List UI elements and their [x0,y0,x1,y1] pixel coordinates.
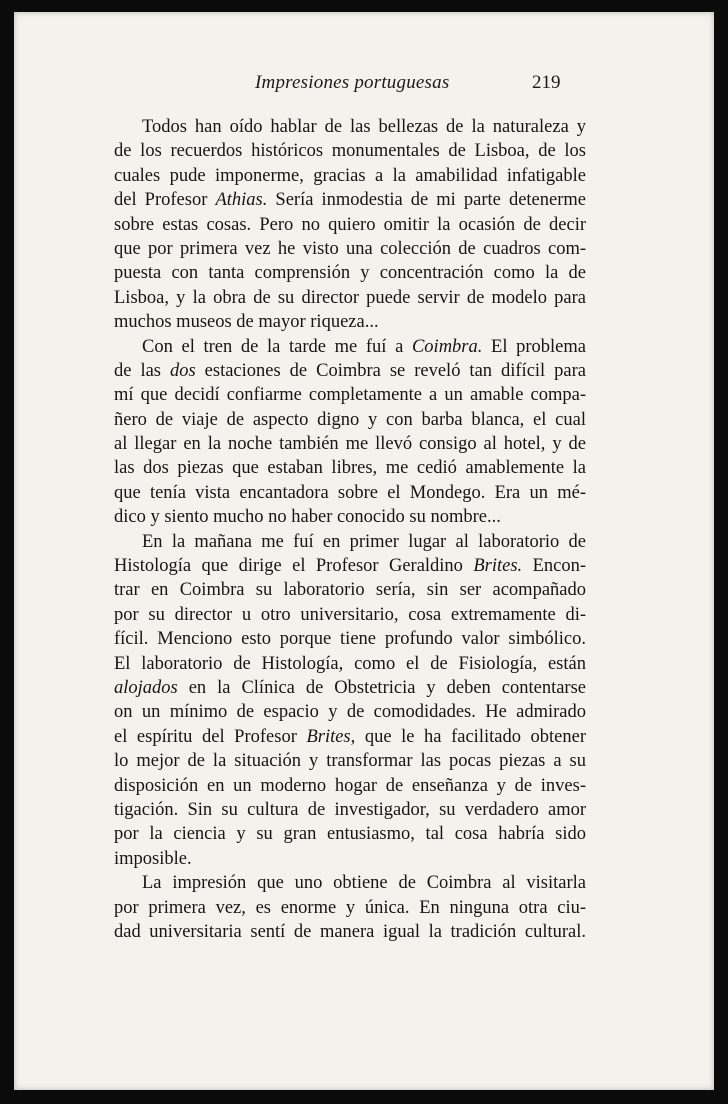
text-run: estaciones de Coimbra se reveló tan difícil para [195,360,586,381]
text-line [114,774,586,798]
text-run: puesta con tanta comprensión y concentración como la de [114,263,586,284]
italic-text-run: alojados [114,677,178,698]
text-run: El problema [482,336,586,357]
text-run: Sería inmodestia de mi parte detenerme [267,190,586,211]
text-line [114,749,586,773]
text-run: por la ciencia y su gran entusiasmo, tal cosa habría sido [114,824,586,845]
text-run: muchos museos de mayor riqueza... [114,312,379,333]
text-run: dico y siento mucho no haber conocido su nombre... [114,507,501,528]
text-line [114,847,586,871]
text-run: al llegar en la noche también me llevó consigo al hotel, y de [114,434,586,455]
text-line [114,408,586,432]
paragraph [114,115,586,335]
text-run: dad universitaria sentí de manera igual la tradición cultural. [114,921,586,942]
text-line [114,554,586,578]
text-run: tigación. Sin su cultura de investigador, su verdadero amor [114,799,586,820]
italic-text-run: Brites, [306,726,356,747]
text-line [114,237,586,261]
text-line [114,920,586,944]
text-line [114,725,586,749]
text-run: sobre estas cosas. Pero no quiero omitir la ocasión de decir [114,214,586,235]
text-run: on un mínimo de espacio y de comodidades. He admirado [114,702,586,723]
text-line [114,505,586,529]
text-run: En la mañana me fuí en primer lugar al laboratorio de [142,531,586,552]
text-run: El laboratorio de Histología, como el de Fisiología, están [114,653,586,674]
text-line [114,164,586,188]
text-line [114,871,586,895]
text-run: que tenía vista encantadora sobre el Mondego. Era un mé- [114,482,586,503]
body-text [114,115,586,944]
text-line [114,652,586,676]
text-run: mí que decidí confiarme completamente a un amable compa- [114,385,586,406]
text-run: lo mejor de la situación y transformar las pocas piezas a su [114,751,586,772]
text-line [114,822,586,846]
text-run: disposición en un moderno hogar de enseñanza y de inves- [114,775,586,796]
page-header [14,72,714,102]
text-run: Todos han oído hablar de las bellezas de la naturaleza y [142,117,586,137]
text-line [114,603,586,627]
text-line [114,115,586,139]
text-run: de las [114,360,170,381]
text-line [114,578,586,602]
text-run: ñero de viaje de aspecto digno y con barba blanca, el cual [114,409,586,430]
text-line [114,481,586,505]
text-run: cuales pude imponerme, gracias a la amabilidad infatigable [114,165,586,186]
italic-text-run: Brites. [473,556,523,577]
text-run: imposible. [114,848,192,869]
paragraph [114,335,586,530]
running-title: Impresiones portuguesas [255,72,450,93]
text-run: por su director u otro universitario, cosa extremamente di- [114,604,586,625]
text-line [114,676,586,700]
paragraph [114,530,586,871]
text-line [114,213,586,237]
text-line [114,432,586,456]
text-run: de los recuerdos históricos monumentales de Lisboa, de los [114,141,586,162]
text-line [114,359,586,383]
text-run: que por primera vez he visto una colección de cuadros com- [114,238,586,259]
text-run: del Profesor [114,190,216,211]
text-line [114,188,586,212]
text-run: trar en Coimbra su laboratorio sería, sin ser acompañado [114,580,586,601]
text-line [114,530,586,554]
text-run: por primera vez, es enorme y única. En ninguna otra ciu- [114,897,586,918]
text-line [114,896,586,920]
text-line [114,627,586,651]
page-number: 219 [532,72,561,93]
text-line [114,383,586,407]
text-line [114,456,586,480]
text-run: Lisboa, y la obra de su director puede servir de modelo para [114,287,586,308]
text-run: Histología que dirige el Profesor Geraldino [114,556,474,577]
text-line [114,139,586,163]
italic-text-run: Coimbra. [411,336,483,357]
text-run: que le ha facilitado obtener [355,726,586,747]
text-run: el espíritu del Profesor [114,726,307,747]
text-line [114,286,586,310]
paragraph [114,871,586,944]
text-line [114,700,586,724]
italic-text-run: Athias. [215,190,268,211]
text-line [114,261,586,285]
text-line [114,310,586,334]
text-run: Encon- [522,556,586,577]
text-run: en la Clínica de Obstetricia y deben contentarse [177,677,586,698]
text-run: las dos piezas que estaban libres, me cedió amablemente la [114,458,586,479]
text-line [114,798,586,822]
book-page [14,12,714,1090]
text-run: Con el tren de la tarde me fuí a [142,336,412,357]
text-run: La impresión que uno obtiene de Coimbra al visitarla [142,873,586,894]
text-line [114,335,586,359]
text-run: fícil. Menciono esto porque tiene profundo valor simbólico. [114,629,586,650]
italic-text-run: dos [169,360,196,381]
